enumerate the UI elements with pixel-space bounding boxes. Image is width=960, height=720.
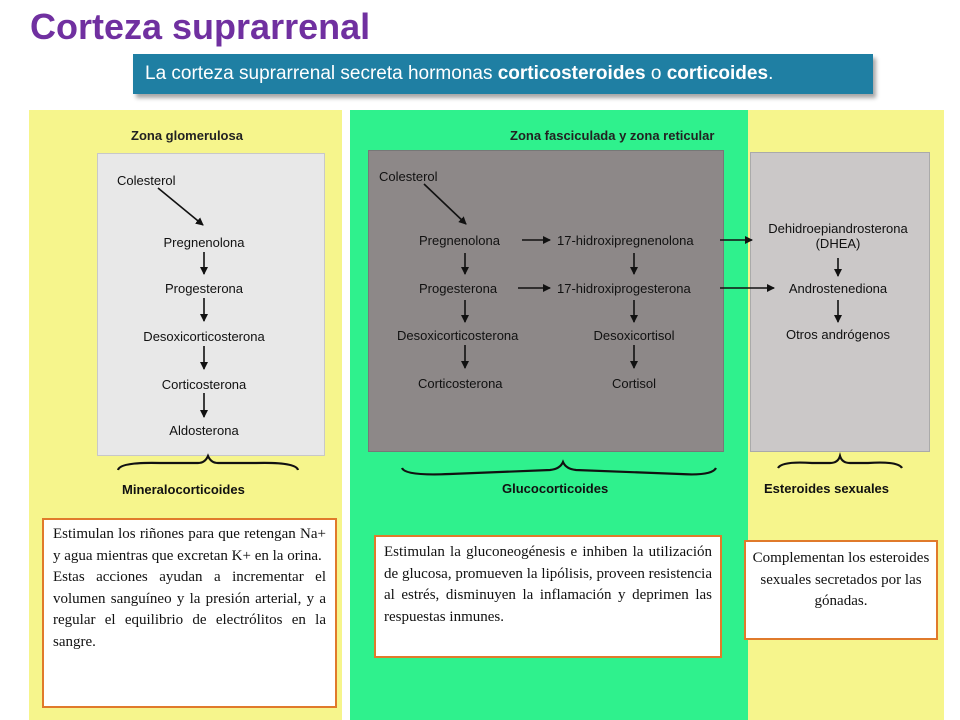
brace-mineralocorticoides	[118, 456, 298, 470]
desc-left-paragraph-1: Estimulan los riñones para que retengan Na+ y agua mientras que excretan K+ en la orina.	[53, 526, 326, 564]
desc-box-esteroides-sexuales	[744, 540, 938, 640]
node-mid-hidroxipregnenolona: 17-hidroxipregnenolona	[557, 233, 694, 248]
arrow-mid-colesterol-pregnenolona	[424, 184, 466, 224]
arrow-left-colesterol-pregnenolona	[158, 188, 203, 225]
node-left-colesterol: Colesterol	[117, 173, 176, 188]
node-mid-colesterol: Colesterol	[379, 169, 438, 184]
group-label-mineralocorticoides: Mineralocorticoides	[122, 482, 245, 497]
group-label-glucocorticoides: Glucocorticoides	[502, 481, 609, 496]
node-left-pregnenolona: Pregnenolona	[163, 235, 245, 250]
brace-glucocorticoides	[402, 462, 716, 474]
node-left-corticosterona: Corticosterona	[161, 377, 247, 392]
node-left-progesterona: Progesterona	[164, 281, 244, 296]
node-right-dhea-line1: Dehidroepiandrosterona	[768, 221, 908, 236]
desc-box-glucocorticoides	[374, 535, 722, 658]
page-title: Corteza suprarrenal	[30, 6, 371, 47]
zone-label-glomerulosa: Zona glomerulosa	[131, 128, 243, 143]
node-mid-corticosterona: Corticosterona	[418, 376, 503, 391]
brace-esteroides-sexuales	[778, 456, 902, 468]
node-mid-desoxicorticosterona: Desoxicorticosterona	[397, 328, 519, 343]
desc-mid-text: Estimulan la gluconeogénesis e inhiben la utilización de glucosa, promueven la lipólisis, proveen resistencia al estrés, disminuyen la inflamación y deprimen las respuestas inmunes.	[384, 544, 712, 625]
group-label-esteroides-sexuales: Esteroides sexuales	[764, 481, 890, 496]
desc-right-text: Complementan los esteroides sexuales secretados por las gónadas.	[752, 550, 930, 609]
node-right-otros-androgenos: Otros andrógenos	[785, 327, 891, 342]
node-left-aldosterona: Aldosterona	[169, 423, 239, 438]
node-mid-cortisol: Cortisol	[611, 376, 657, 391]
node-right-dhea-line2: (DHEA)	[815, 236, 861, 251]
desc-box-mineralocorticoides	[42, 518, 337, 708]
node-right-androstenediona: Androstenediona	[788, 281, 888, 296]
zone-label-fasciculada: Zona fasciculada y zona reticular	[510, 128, 715, 143]
node-right-dhea	[768, 221, 907, 251]
banner-text-before: La corteza suprarrenal secreta hormonas	[145, 63, 498, 84]
node-mid-hidroxiprogesterona: 17-hidroxiprogesterona	[557, 281, 691, 296]
node-mid-desoxicortisol: Desoxicortisol	[593, 328, 675, 343]
node-left-desoxicorticosterona: Desoxicorticosterona	[143, 329, 265, 344]
node-mid-progesterona: Progesterona	[419, 281, 498, 296]
banner-bold-corticosteroides: corticosteroides	[497, 63, 646, 84]
desc-left-paragraph-2: Estas acciones ayudan a incrementar el volumen sanguíneo y la presión arterial, y a regular el equilibrio de electrólitos en la sangre.	[53, 569, 326, 650]
node-mid-pregnenolona: Pregnenolona	[419, 233, 500, 248]
banner-text-after: .	[768, 63, 774, 84]
banner-bold-corticoides: corticoides	[666, 63, 769, 84]
banner-text-mid: o	[645, 63, 667, 84]
